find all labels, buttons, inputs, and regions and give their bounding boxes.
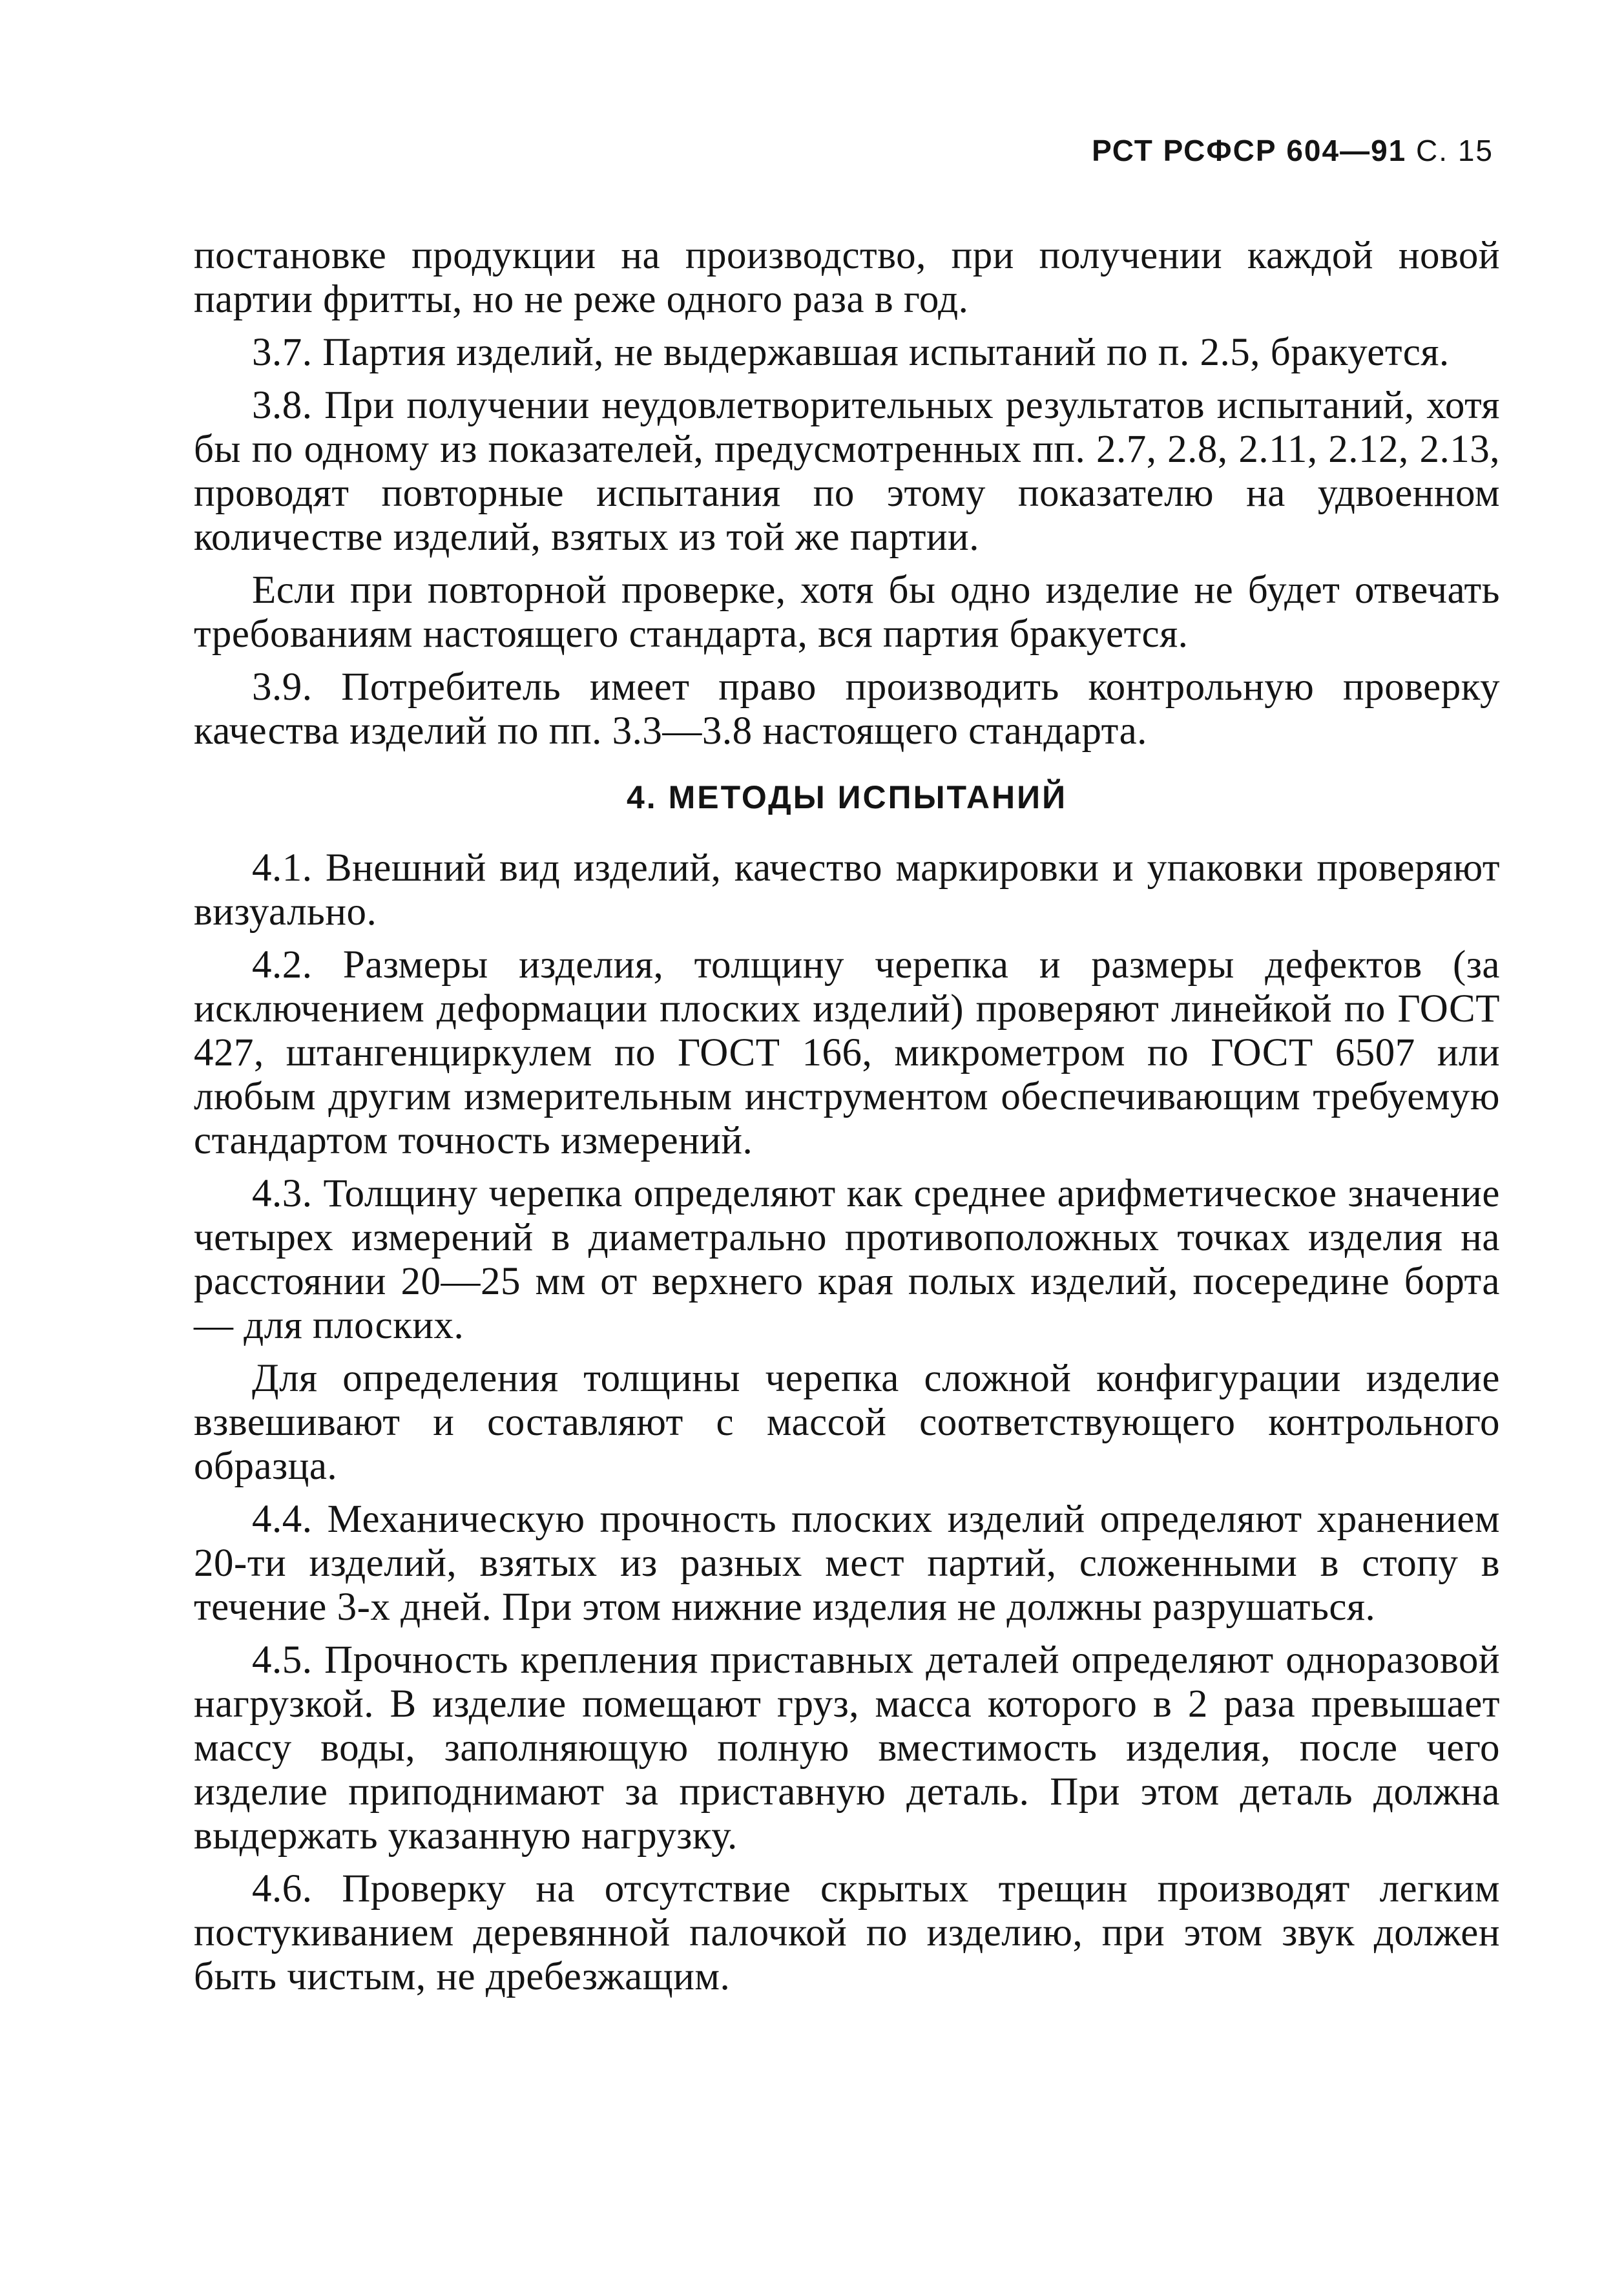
clause-3-8-note: Если при повторной проверке, хотя бы одно изделие не будет отвечать требованиям настоящего стандарта, вся партия бракуется.: [194, 569, 1500, 656]
page-number: С. 15: [1416, 134, 1494, 167]
page-header: [1092, 133, 1494, 168]
clause-4-5: 4.5. Прочность крепления приставных деталей определяют одноразовой нагрузкой. В изделие помещают груз, масса которого в 2 раза превышает массу воды, заполняющую полную вместимость изделия, после чего изделие приподнимают за приставную деталь. При этом деталь должна выдержать указанную нагрузку.: [194, 1638, 1500, 1858]
clause-3-9: 3.9. Потребитель имеет право производить контрольную проверку качества изделий по пп. 3.3—3.8 настоящего стандарта.: [194, 665, 1500, 753]
clause-3-7: 3.7. Партия изделий, не выдержавшая испытаний по п. 2.5, бракуется.: [252, 331, 1450, 374]
clause-4-2: 4.2. Размеры изделия, толщину черепка и размеры дефектов (за исключением деформации плоских изделий) проверяют линейкой по ГОСТ 427, штангенциркулем по ГОСТ 166, микрометром по ГОСТ 6507 или любым другим измерительным инструментом обеспечивающим требуемую стандартом точность измерений.: [194, 943, 1500, 1162]
standard-number: РСТ РСФСР 604—91: [1092, 134, 1407, 167]
clause-4-6: 4.6. Проверку на отсутствие скрытых трещин производят легким постукиванием деревянной палочкой по изделию, при этом звук должен быть чистым, не дребезжащим.: [194, 1867, 1500, 1998]
clause-4-3: 4.3. Толщину черепка определяют как среднее арифметическое значение четырех измерений в диаметрально противоположных точках изделия на расстоянии 20—25 мм от верхнего края полых изделий, посередине борта — для плоских.: [194, 1172, 1500, 1347]
document-body: [194, 234, 1500, 2008]
clause-4-1: 4.1. Внешний вид изделий, качество маркировки и упаковки проверяют визуально.: [194, 846, 1500, 934]
section-title: 4. МЕТОДЫ ИСПЫТАНИЙ: [627, 779, 1067, 815]
clause-3-8: 3.8. При получении неудовлетворительных результатов испытаний, хотя бы по одному из показателей, предусмотренных пп. 2.7, 2.8, 2.11, 2.12, 2.13, проводят повторные испытания по этому показателю на удвоенном количестве изделий, взятых из той же партии.: [194, 384, 1500, 559]
clause-4-3-note: Для определения толщины черепка сложной конфигурации изделие взвешивают и составляют с массой соответствующего контрольного образца.: [194, 1357, 1500, 1488]
paragraph-continuation: постановке продукции на производство, при получении каждой новой партии фритты, но не реже одного раза в год.: [194, 234, 1500, 321]
clause-4-4: 4.4. Механическую прочность плоских изделий определяют хранением 20-ти изделий, взятых из разных мест партий, сложенными в стопу в течение 3-х дней. При этом нижние изделия не должны разрушаться.: [194, 1498, 1500, 1629]
